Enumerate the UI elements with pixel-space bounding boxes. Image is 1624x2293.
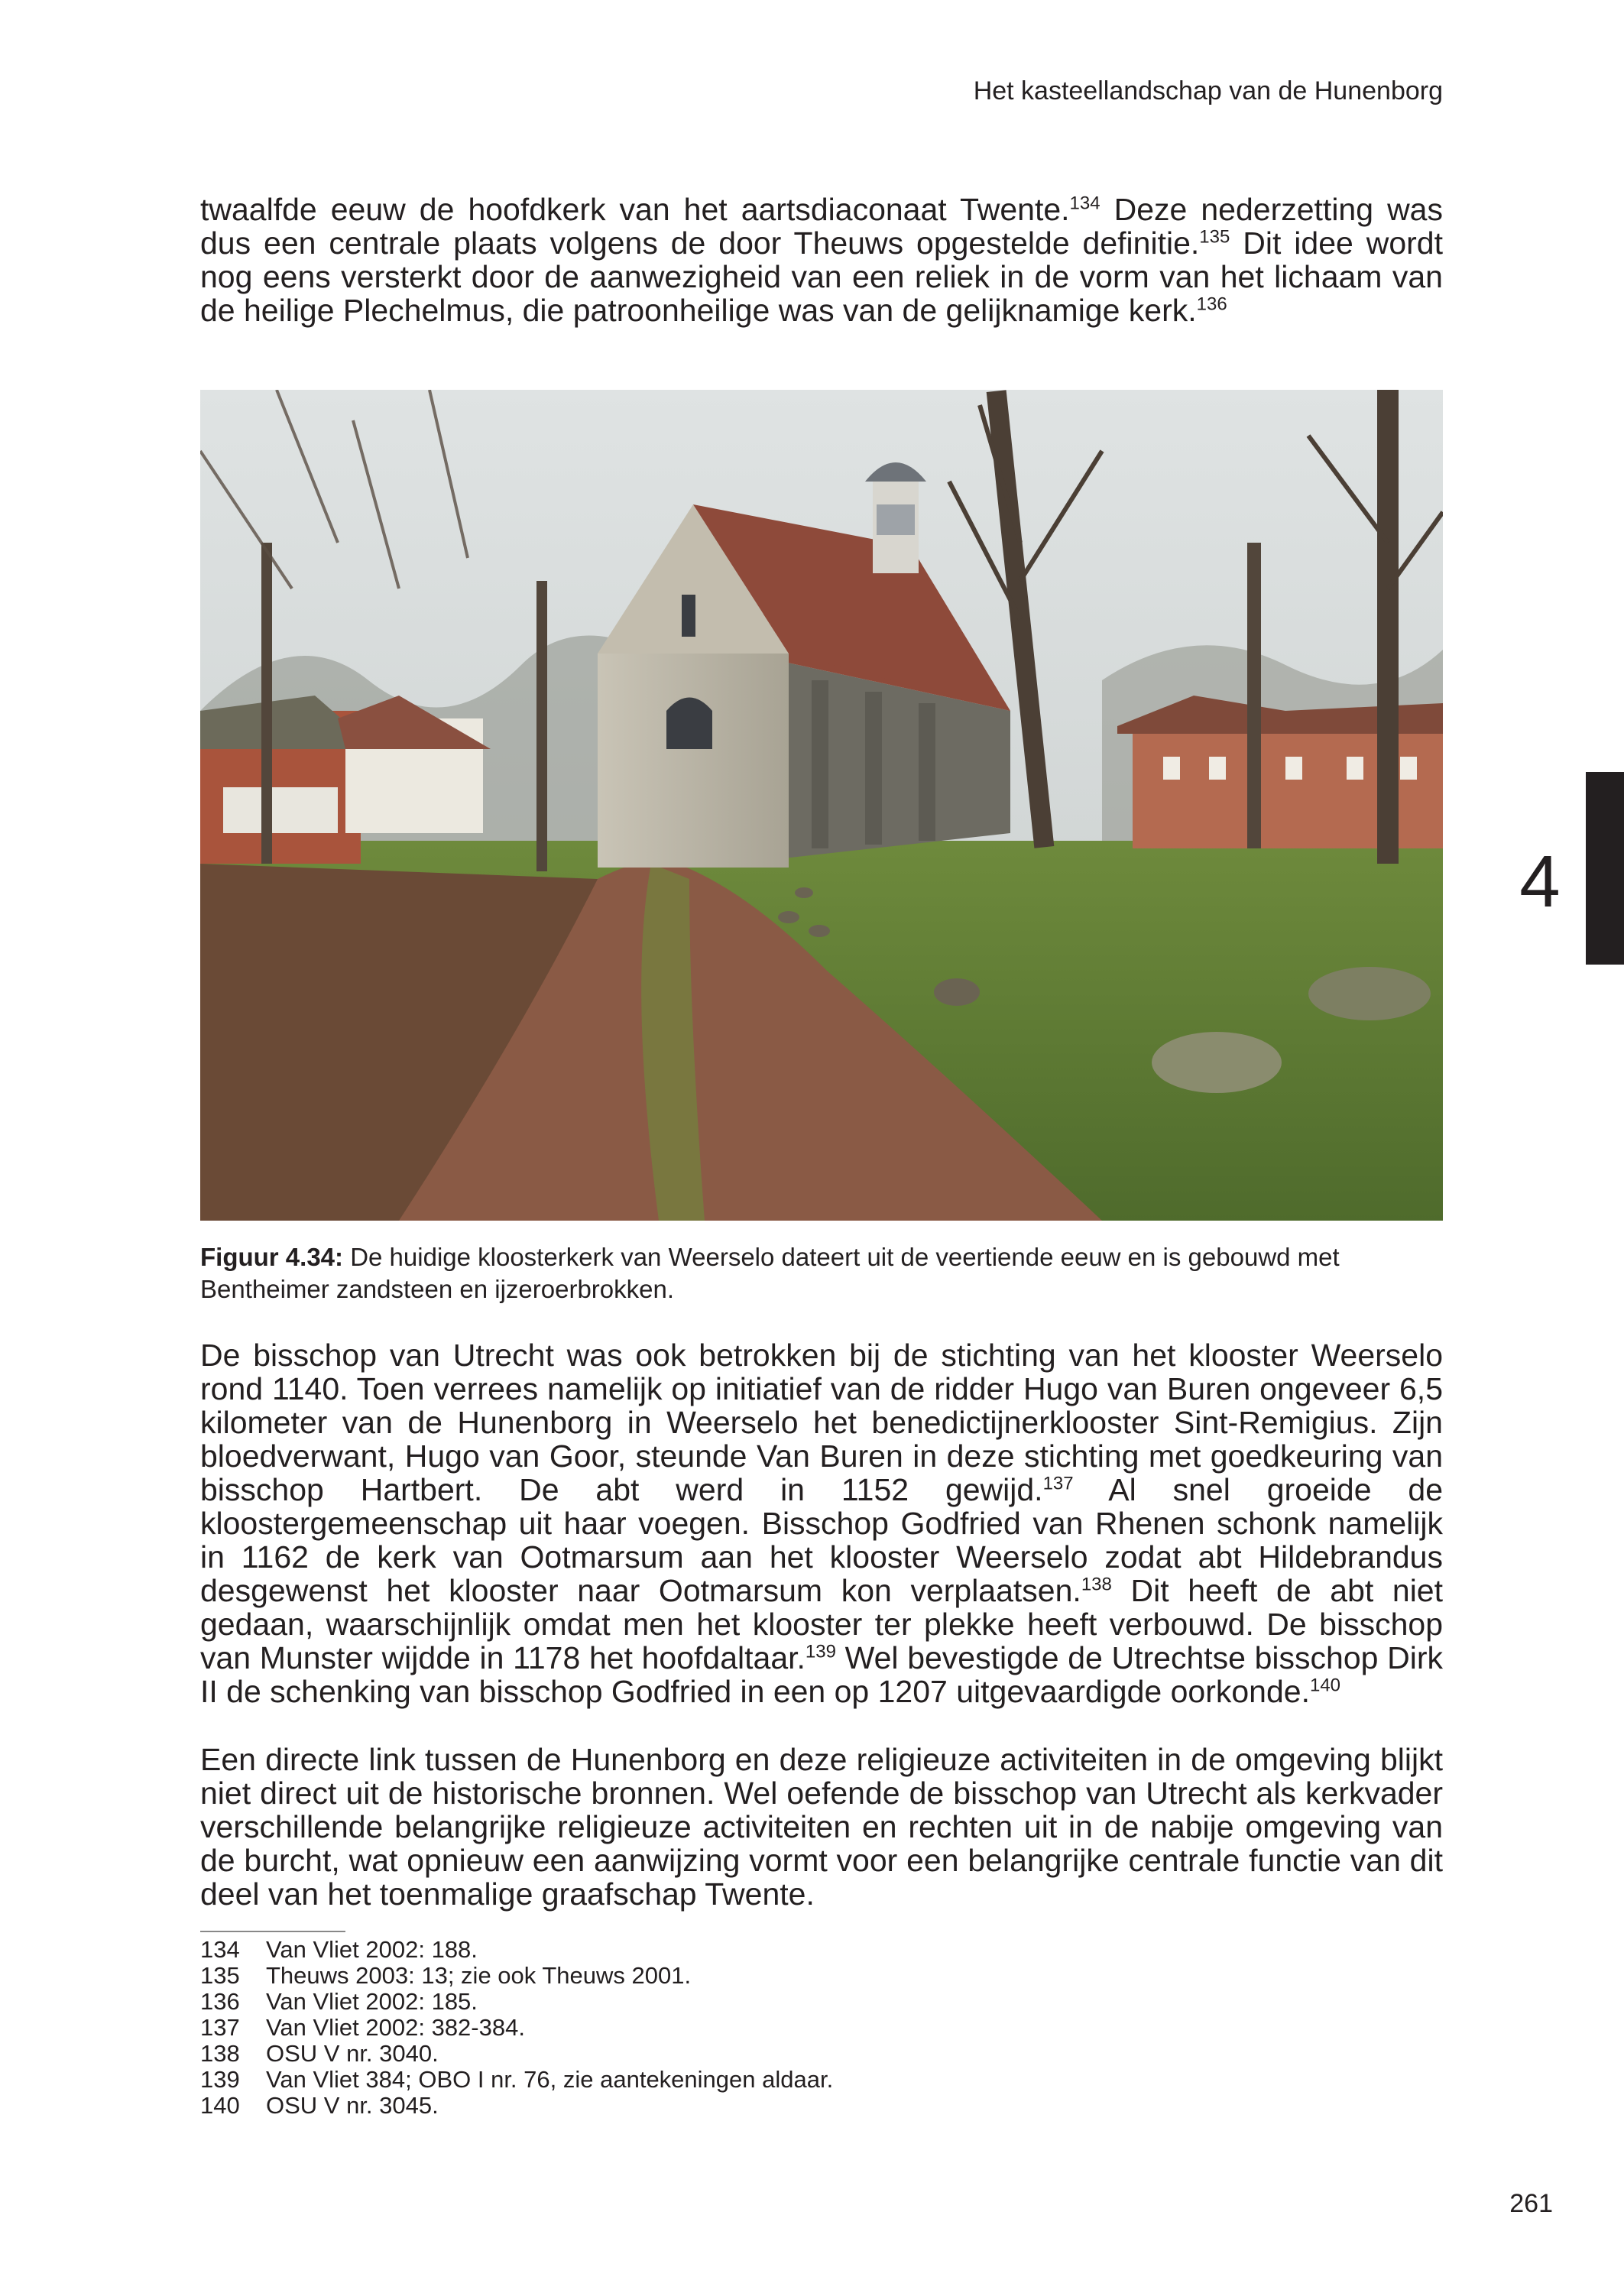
footnote-ref-140[interactable]: 140 bbox=[1309, 1675, 1341, 1696]
footnote-item bbox=[200, 2041, 833, 2067]
footnote-ref-136[interactable]: 136 bbox=[1196, 294, 1227, 315]
paragraph-1-text-b: Deze nederzetting was dus een centrale plaats volgens de door Theuws opgestelde definitie. bbox=[200, 192, 1443, 261]
footnote-number: 139 bbox=[200, 2066, 240, 2093]
footnote-number: 135 bbox=[200, 1962, 240, 1989]
running-header: Het kasteellandschap van de Hunenborg bbox=[973, 76, 1443, 105]
footnote-text: Van Vliet 2002: 188. bbox=[266, 1936, 478, 1963]
figure-caption bbox=[200, 1241, 1443, 1305]
footnote-text: Van Vliet 384; OBO I nr. 76, zie aantekeningen aldaar. bbox=[266, 2066, 834, 2093]
footnote-item bbox=[200, 2015, 833, 2041]
paragraph-3: Een directe link tussen de Hunenborg en deze religieuze activiteiten in de omgeving blijkt niet direct uit de historische bronnen. Wel oefende de bisschop van Utrecht als kerkvader verschillende belangrijke religieuze activiteiten en rechten uit in de nabije omgeving van de burcht, wat opnieuw een aanwijzing vormt voor een belangrijke centrale functie van dit deel van het toenmalige graafschap Twente. bbox=[200, 1742, 1443, 1912]
footnote-number: 140 bbox=[200, 2092, 240, 2119]
paragraph-2-text-d: Wel bevestigde de Utrechtse bisschop Dirk II de schenking van bisschop Godfried in een op 1207 uitgevaardigde oorkonde. bbox=[200, 1640, 1443, 1709]
chapter-tab bbox=[1586, 772, 1624, 965]
figure-label: Figuur 4.34: bbox=[200, 1243, 344, 1271]
paragraph-2-text-b: Al snel groeide de kloostergemeenschap uit haar voegen. Bisschop Godfried van Rhenen schonk namelijk in 1162 de kerk van Ootmarsum aan het klooster Weerselo zodat abt Hildebrandus desgewenst het klooster naar Ootmarsum kon verplaatsen. bbox=[200, 1472, 1443, 1608]
page-number: 261 bbox=[1509, 2189, 1553, 2218]
footnote-text: Van Vliet 2002: 382-384. bbox=[266, 2014, 525, 2041]
footnote-ref-134[interactable]: 134 bbox=[1069, 193, 1100, 214]
figure-photo-weerselo-church bbox=[200, 390, 1443, 1221]
footnote-number: 137 bbox=[200, 2014, 240, 2041]
footnote-ref-139[interactable]: 139 bbox=[805, 1641, 836, 1662]
footnote-ref-135[interactable]: 135 bbox=[1199, 226, 1230, 248]
footnote-ref-137[interactable]: 137 bbox=[1042, 1473, 1074, 1494]
paragraph-1-text-c: Dit idee wordt nog eens versterkt door de aanwezigheid van een reliek in de vorm van het lichaam van de heilige Plechelmus, die patroonheilige was van de gelijknamige kerk. bbox=[200, 225, 1443, 328]
footnote-item bbox=[200, 1989, 833, 2015]
footnote-number: 136 bbox=[200, 1988, 240, 2015]
footnote-ref-138[interactable]: 138 bbox=[1081, 1574, 1112, 1595]
footnote-separator bbox=[200, 1931, 345, 1932]
church-photo-illustration bbox=[200, 390, 1443, 1221]
footnote-number: 134 bbox=[200, 1936, 240, 1963]
footnote-text: OSU V nr. 3045. bbox=[266, 2092, 439, 2119]
footnote-item bbox=[200, 2067, 833, 2093]
paragraph-1-text-a: twaalfde eeuw de hoofdkerk van het aartsdiaconaat Twente. bbox=[200, 192, 1070, 227]
paragraph-2-text-a: De bisschop van Utrecht was ook betrokken bij de stichting van het klooster Weerselo rond 1140. Toen verrees namelijk op initiatief van de ridder Hugo van Buren ongeveer 6,5 kilometer van de Hunenborg in Weerselo het benedictijnerklooster Sint-Remigius. Zijn bloedverwant, Hugo van Goor, steunde Van Buren in deze stichting met goedkeuring van bisschop Hartbert. De abt werd in 1152 gewijd. bbox=[200, 1338, 1443, 1507]
footnote-list bbox=[200, 1937, 833, 2119]
footnote-text: OSU V nr. 3040. bbox=[266, 2040, 439, 2067]
footnote-text: Theuws 2003: 13; zie ook Theuws 2001. bbox=[266, 1962, 692, 1989]
footnote-item bbox=[200, 1963, 833, 1989]
footnote-text: Van Vliet 2002: 185. bbox=[266, 1988, 478, 2015]
paragraph-2-text-c: Dit heeft de abt niet gedaan, waarschijnlijk omdat men het klooster ter plekke heeft verbouwd. De bisschop van Munster wijdde in 1178 het hoofdaltaar. bbox=[200, 1573, 1443, 1675]
paragraph-2 bbox=[200, 1338, 1443, 1708]
paragraph-1 bbox=[200, 193, 1443, 327]
figure-caption-text: De huidige kloosterkerk van Weerselo dateert uit de veertiende eeuw en is gebouwd met Bentheimer zandsteen en ijzeroerbrokken. bbox=[200, 1243, 1340, 1303]
footnote-number: 138 bbox=[200, 2040, 240, 2067]
footnote-item bbox=[200, 2093, 833, 2119]
chapter-number: 4 bbox=[1519, 841, 1561, 923]
footnote-item bbox=[200, 1937, 833, 1963]
